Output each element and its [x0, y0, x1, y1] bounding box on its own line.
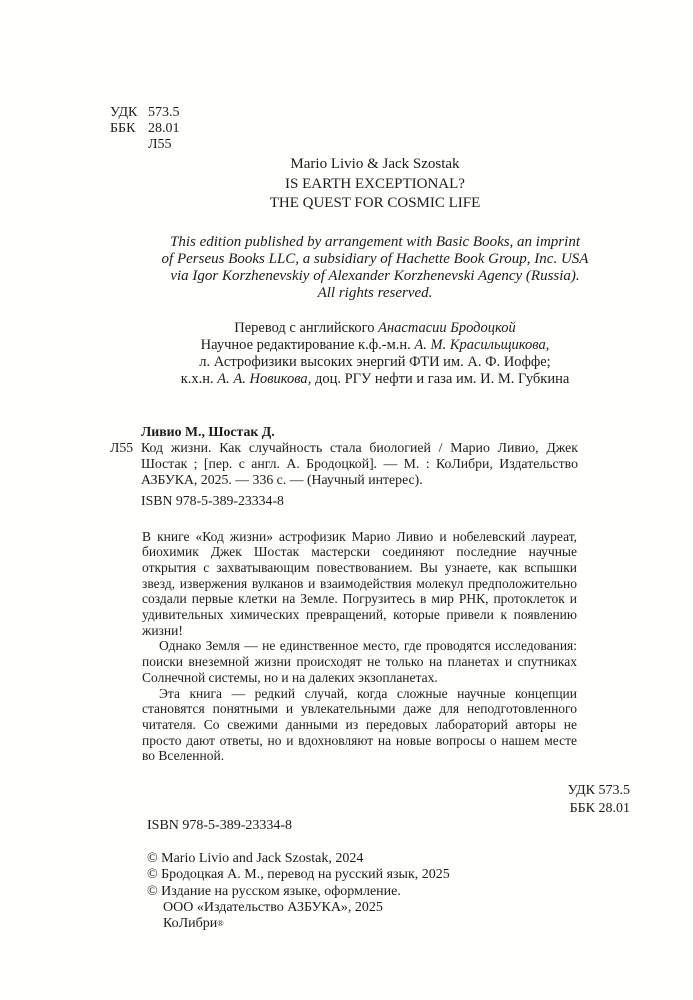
udk-value: 573.5 [148, 105, 180, 120]
copyright-translation: © Бродоцкая А. М., перевод на русский язык, 2025 [147, 867, 450, 883]
classification-codes-bottom [0, 782, 630, 818]
second-editor-suffix: , доц. РГУ нефти и газа им. И. М. Губкина [307, 370, 570, 387]
science-editor-line-1 [57, 337, 693, 354]
registered-trademark-icon: ® [217, 918, 224, 929]
udk-bottom: УДК 573.5 [567, 783, 630, 799]
translation-credits [0, 320, 693, 388]
udk-label: УДК [110, 105, 138, 120]
copyright-original-authors: © Mario Livio and Jack Szostak, 2024 [147, 851, 364, 867]
annotation-paragraph-1: В книге «Код жизни» астрофизик Марио Ливио и нобелевский лауреат, биохимик Джек Шостак мастерски соединяют последние научные открытия с захватывающим повествованием. Вы узнаете, как вспышки звезд, извержения вулканов и взаимодействия молекул предположительно создали первые клетки на Земле. Погрузитесь в мир РНК, протоклеток и удивительных химических превращений, которые привели к появлению жизни! [142, 528, 577, 638]
bbk-label: ББК [110, 121, 136, 136]
rights-line: via Igor Korzhenevskiy of Alexander Korzhenevski Agency (Russia). [170, 267, 580, 284]
science-editor-suffix: , [545, 336, 550, 353]
udk-row [110, 105, 693, 121]
second-editor-name: А. А. Новикова [217, 370, 308, 387]
rights-line: of Perseus Books LLC, a subsidiary of Hachette Book Group, Inc. USA [161, 250, 589, 267]
catalog-entry [110, 439, 578, 488]
original-authors: Mario Livio & Jack Szostak [290, 156, 460, 172]
translator-prefix: Перевод с английского [234, 319, 379, 336]
science-editor-line-2: л. Астрофизики высоких энергий ФТИ им. А. Ф. Иоффе; [199, 353, 551, 370]
classification-codes-top [110, 0, 693, 153]
catalog-authors-header: Ливио М., Шостак Д. [141, 423, 275, 439]
rights-notice [0, 234, 693, 302]
author-sign-spacer [110, 137, 148, 153]
author-sign-row [110, 137, 693, 153]
imprint-line [163, 916, 693, 932]
annotation-paragraph-2: Однако Земля — не единственное место, где проводятся исследования: поиски внеземной жизни происходят не только на планетах и спутниках Солнечной системы, но и на далеких экзопланетах. [142, 638, 577, 685]
original-title-line-2: THE QUEST FOR COSMIC LIFE [269, 195, 481, 211]
translator-line [57, 320, 693, 337]
imprint-name: КоЛибри [163, 916, 218, 932]
original-title-block [0, 155, 693, 214]
isbn-bottom: ISBN 978-5-389-23334-8 [147, 818, 293, 834]
second-editor-prefix: к.х.н. [180, 370, 218, 387]
translator-name: Анастасии Бродоцкой [378, 319, 516, 336]
author-sign-code: Л55 [148, 137, 172, 152]
bbk-value: 28.01 [148, 121, 180, 136]
original-title-line-1: IS EARTH EXCEPTIONAL? [285, 175, 465, 192]
annotation [142, 529, 577, 765]
annotation-paragraph-3: Эта книга — редкий случай, когда сложные научные концепции становятся понятными и увлекательными даже для неподготовленного читателя. Со свежими данными из передовых лабораторий авторы не просто дают ответы, но и вдохновляют на новые вопросы о нашем месте во Вселенной. [142, 685, 577, 764]
bbk-row [110, 121, 693, 137]
bbk-bottom: ББК 28.01 [569, 801, 630, 817]
rights-line: This edition published by arrangement with Basic Books, an imprint [170, 233, 580, 250]
rights-line: All rights reserved. [317, 284, 433, 301]
catalog-author-sign: Л55 [110, 439, 134, 455]
science-editor-prefix: Научное редактирование к.ф.-м.н. [200, 336, 415, 353]
isbn-catalog: ISBN 978-5-389-23334-8 [141, 492, 284, 508]
copyright-russian-edition: © Издание на русском языке, оформление. [147, 883, 401, 899]
science-editor-line-3 [57, 371, 693, 388]
copyright-publisher: ООО «Издательство АЗБУКА», 2025 [163, 899, 383, 915]
catalog-entry-text: Код жизни. Как случайность стала биологией / Марио Ливио, Джек Шостак ; [пер. с англ. А. Бродоцкой]. — М. : КоЛибри, Издательство АЗБУКА, 2025. — 336 с. — (Научный интерес). [141, 439, 578, 487]
copyright-block [147, 851, 693, 932]
science-editor-name: А. М. Красильщикова [414, 336, 546, 353]
